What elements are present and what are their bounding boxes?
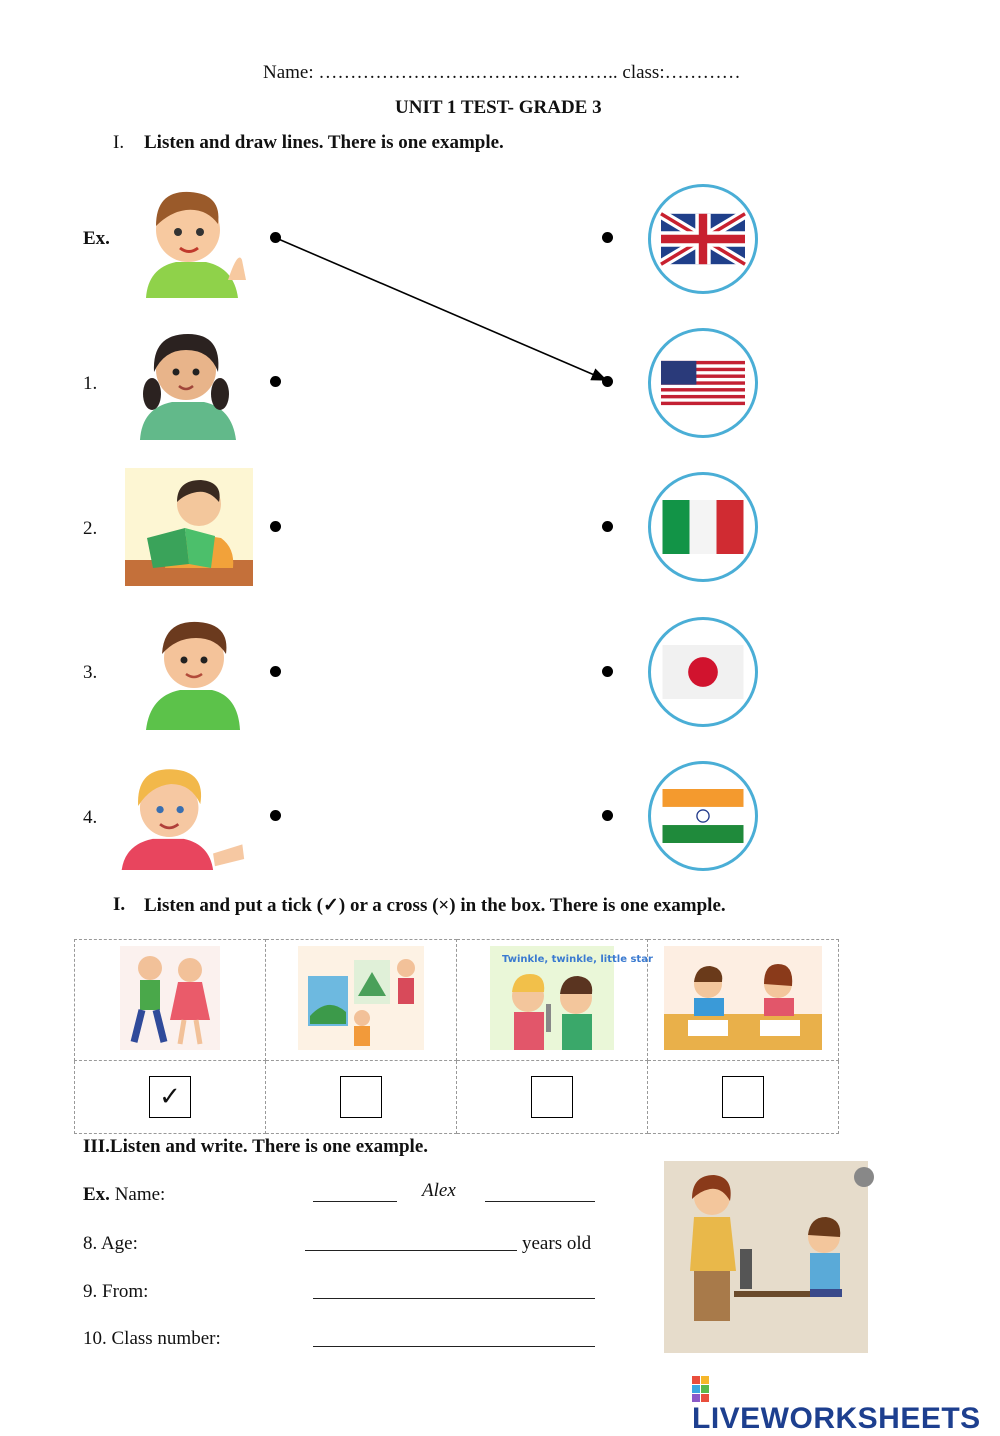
teacher-student-picture (664, 1161, 868, 1353)
india-flag (648, 761, 758, 871)
tick-cell-picture-4 (648, 940, 839, 1061)
row-label-3: 3. (83, 662, 98, 683)
tick-cell-box-3 (457, 1061, 648, 1134)
tick-cell-box-4 (648, 1061, 839, 1134)
usa-flag (648, 328, 758, 438)
blond-boy-picture (118, 757, 246, 875)
dancing-picture (120, 946, 220, 1050)
row-label-ex: Ex. (83, 228, 110, 249)
liveworksheets-logo-icon (692, 1376, 718, 1402)
left-dot-2[interactable] (270, 521, 281, 532)
liveworksheets-logo-text: LIVEWORKSHEETS (692, 1402, 981, 1435)
q8-suffix: years old (522, 1233, 592, 1254)
row-label-1: 1. (83, 373, 98, 394)
section2-instruction: Listen and put a tick (✓) or a cross (×) in the box. There is one example. (144, 895, 726, 916)
example-answer: Alex (422, 1180, 456, 1201)
left-dot-4[interactable] (270, 810, 281, 821)
japan-flag (648, 617, 758, 727)
tick-cell-picture-3 (457, 940, 653, 1061)
tick-cell-box-2 (266, 1061, 457, 1134)
tick-cell-box-1 (75, 1061, 266, 1134)
painting-picture (298, 946, 424, 1050)
section3-instruction: III.Listen and write. There is one example. (83, 1136, 428, 1157)
tick-cross-table (74, 939, 839, 1134)
q10-label: 10. Class number: (83, 1328, 221, 1349)
singing-picture (490, 946, 653, 1050)
section1-instruction: Listen and draw lines. There is one example. (144, 132, 504, 153)
left-dot-3[interactable] (270, 666, 281, 677)
italy-flag (648, 472, 758, 582)
liveworksheets-logo (692, 1376, 1000, 1436)
example-line-left (313, 1183, 397, 1202)
tick-cell-picture-1 (75, 940, 266, 1061)
tick-cell-picture-2 (266, 940, 457, 1061)
example-field-label: Name: (114, 1184, 166, 1205)
example-name-row (83, 1184, 165, 1206)
drawing-picture (664, 946, 822, 1050)
answer-box-3[interactable] (531, 1076, 573, 1118)
boy-green-shirt-picture (140, 612, 268, 730)
q8-answer-line[interactable] (305, 1232, 517, 1251)
right-dot-4[interactable] (602, 810, 613, 821)
right-dot-3[interactable] (602, 666, 613, 677)
section1-number: I. (113, 132, 125, 153)
row-label-4: 4. (83, 807, 98, 828)
answer-box-2[interactable] (340, 1076, 382, 1118)
q9-label: 9. From: (83, 1281, 149, 1302)
row-label-2: 2. (83, 518, 98, 539)
song-text: Twinkle, twinkle, little star (502, 953, 653, 965)
example-line-right (485, 1183, 595, 1202)
test-title: UNIT 1 TEST- GRADE 3 (395, 97, 602, 118)
answer-box-1[interactable]: ✓ (149, 1076, 191, 1118)
q10-answer-line[interactable] (313, 1328, 595, 1347)
example-arrow-line (0, 0, 1000, 420)
name-class-line: Name: …………………….………………….. class:………… (263, 62, 741, 83)
q9-answer-line[interactable] (313, 1280, 595, 1299)
section2-number: I. (113, 894, 126, 915)
uk-flag (648, 184, 758, 294)
boy-reading-picture (125, 468, 253, 586)
q8-label: 8. Age: (83, 1233, 138, 1254)
answer-box-4[interactable] (722, 1076, 764, 1118)
example-label: Ex. (83, 1184, 110, 1205)
right-dot-2[interactable] (602, 521, 613, 532)
